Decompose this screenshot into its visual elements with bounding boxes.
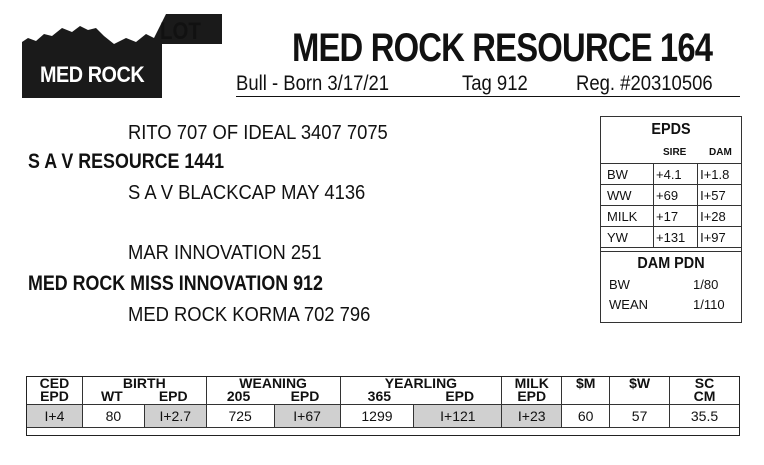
dam-dam: MED ROCK KORMA 702 796 <box>128 304 371 326</box>
epd-sire-value: +131 <box>654 227 698 248</box>
epd-dam-value: I+97 <box>698 227 741 248</box>
logo-ranch-name: MED ROCK <box>40 62 145 87</box>
sire-column-header: SIRE <box>663 147 687 158</box>
yearling-header: YEARLING 365 EPD <box>340 376 502 405</box>
ced-header: CED EPD <box>27 376 83 405</box>
epd-row <box>601 206 741 227</box>
performance-values-row <box>27 405 740 428</box>
dam-sire: MAR INNOVATION 251 <box>128 242 322 264</box>
year-epd-value: I+121 <box>414 405 502 428</box>
pdn-value: 1/110 <box>693 297 725 312</box>
sire-sire: RITO 707 OF IDEAL 3407 7075 <box>128 122 388 144</box>
sex-birth-date: Bull - Born 3/17/21 <box>236 72 390 95</box>
epd-sire-value: +69 <box>654 185 698 206</box>
birth-wt-value: 80 <box>82 405 144 428</box>
birth-header: BIRTH WT EPD <box>82 376 206 405</box>
wean-epd-value: I+67 <box>274 405 340 428</box>
epd-dam-value: I+28 <box>698 206 741 227</box>
registration-number: Reg. #20310506 <box>576 72 713 95</box>
epd-trait: WW <box>601 185 654 206</box>
birth-epd-value: I+2.7 <box>144 405 206 428</box>
pdn-value: 1/80 <box>693 277 719 292</box>
animal-info-line <box>236 72 740 97</box>
epd-trait: MILK <box>601 206 654 227</box>
lot-number: 1 <box>166 44 187 93</box>
wean-205-value: 725 <box>206 405 274 428</box>
epd-trait: BW <box>601 164 654 185</box>
epds-title: EPDS <box>651 121 691 138</box>
sc-header: SC CM <box>670 376 740 405</box>
epd-divider <box>601 251 741 252</box>
sc-value: 35.5 <box>670 405 740 428</box>
epd-trait: YW <box>601 227 654 248</box>
pdn-trait: WEAN <box>609 297 648 312</box>
sire-dam: S A V BLACKCAP MAY 4136 <box>128 182 366 204</box>
epd-row <box>601 227 741 248</box>
epd-row <box>601 185 741 206</box>
milk-value: I+23 <box>502 405 562 428</box>
epd-table <box>601 163 741 248</box>
dam: MED ROCK MISS INNOVATION 912 <box>28 272 323 295</box>
year-365-value: 1299 <box>340 405 414 428</box>
animal-name-title: MED ROCK RESOURCE 164 <box>292 26 713 70</box>
sm-value: 60 <box>562 405 610 428</box>
sw-header: $W <box>610 376 670 405</box>
epd-dam-value: I+57 <box>698 185 741 206</box>
performance-header-row <box>27 376 740 405</box>
epd-sire-value: +17 <box>654 206 698 227</box>
sire: S A V RESOURCE 1441 <box>28 150 225 173</box>
tag-number: Tag 912 <box>462 72 528 95</box>
weaning-header: WEANING 205 EPD <box>206 376 340 405</box>
sw-value: 57 <box>610 405 670 428</box>
pdn-trait: BW <box>609 277 630 292</box>
dam-pdn-title: DAM PDN <box>637 255 705 272</box>
lot-label: LOT <box>160 18 201 45</box>
ced-value: I+4 <box>27 405 83 428</box>
epd-sire-value: +4.1 <box>654 164 698 185</box>
dam-column-header: DAM <box>709 147 732 158</box>
performance-table <box>26 376 740 428</box>
epd-dam-value: I+1.8 <box>698 164 741 185</box>
epd-box <box>600 116 742 323</box>
epd-row <box>601 164 741 185</box>
milk-header: MILK EPD <box>502 376 562 405</box>
sm-header: $M <box>562 376 610 405</box>
